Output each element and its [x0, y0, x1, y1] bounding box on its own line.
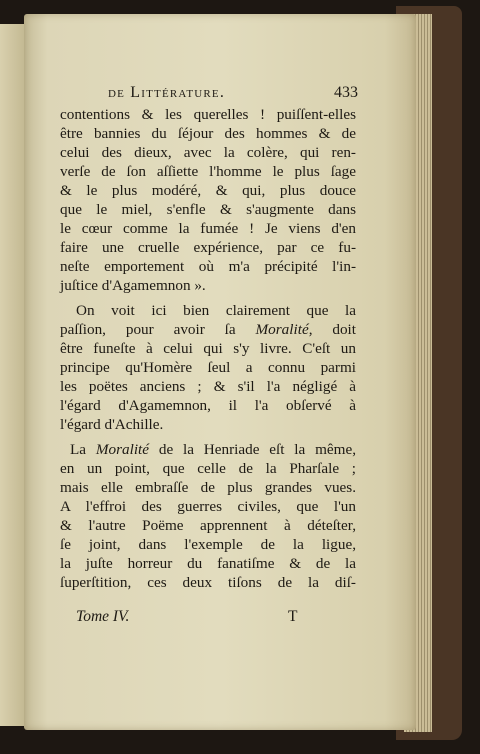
text-line: ſuperſtition, ces deux tiſons de la diſ- — [60, 574, 356, 591]
text-line: juſtice d'Agamemnon ». — [60, 277, 206, 294]
paragraph-1 — [60, 105, 356, 295]
text-line: la juſte horreur du fanatiſme & de la — [60, 555, 356, 572]
text-line: faire une cruelle expérience, par ce fu- — [60, 239, 356, 256]
text-line: principe qu'Homère ſeul a connu parmi — [60, 359, 356, 376]
running-header — [108, 84, 358, 102]
text-line: paſſion, pour avoir ſa Moralité, doit — [60, 321, 356, 338]
text-line: celui des dieux, avec la colère, qui ren- — [60, 144, 356, 161]
text-line: être bannies du ſéjour des hommes & de — [60, 125, 356, 142]
text-line: que le miel, s'enfle & s'augmente dans — [60, 201, 356, 218]
text-line: & l'autre Poëme apprennent à déteſter, — [60, 517, 356, 534]
text-line: On voit ici bien clairement que la — [76, 302, 356, 319]
text-line: verſe de ſon aſſiette l'homme le plus ſage — [60, 163, 356, 180]
text-line: être funeſte à celui qui s'y livre. C'eſt un — [60, 340, 356, 357]
text-line: A l'effroi des guerres civiles, que l'un — [60, 498, 356, 515]
text-line: l'égard d'Achille. — [60, 416, 164, 433]
page-text — [24, 14, 416, 730]
volume-signature: Tome IV. — [76, 608, 130, 625]
text-line: l'égard d'Agamemnon, il l'a obſervé à — [60, 397, 356, 414]
text-line: les poëtes anciens ; & s'il l'a négligé à — [60, 378, 356, 395]
text-line: mais elle embraſſe de plus grandes vues. — [60, 479, 356, 496]
paragraph-3 — [60, 440, 356, 592]
page-number: 433 — [334, 84, 358, 101]
text-line: en un point, que celle de la Pharſale ; — [60, 460, 356, 477]
text-line: le cœur comme la fumée ! Je viens d'en — [60, 220, 356, 237]
text-line: neſte emportement où m'a précipité l'in- — [60, 258, 356, 275]
paragraph-2 — [60, 301, 356, 434]
text-line: & le plus modéré, & qui, plus douce — [60, 182, 356, 199]
signature-mark: T — [288, 608, 298, 625]
body-text — [60, 105, 356, 592]
facing-page-edge — [0, 24, 27, 726]
text-line: ſe joint, dans l'exemple de la ligue, — [60, 536, 356, 553]
book-page — [24, 14, 416, 730]
text-line: La Moralité de la Henriade eſt la même, — [70, 441, 356, 458]
page-footer — [76, 608, 322, 626]
text-line: contentions & les querelles ! puiſſent-elles — [60, 106, 356, 123]
running-title: de Littérature. — [108, 84, 226, 101]
